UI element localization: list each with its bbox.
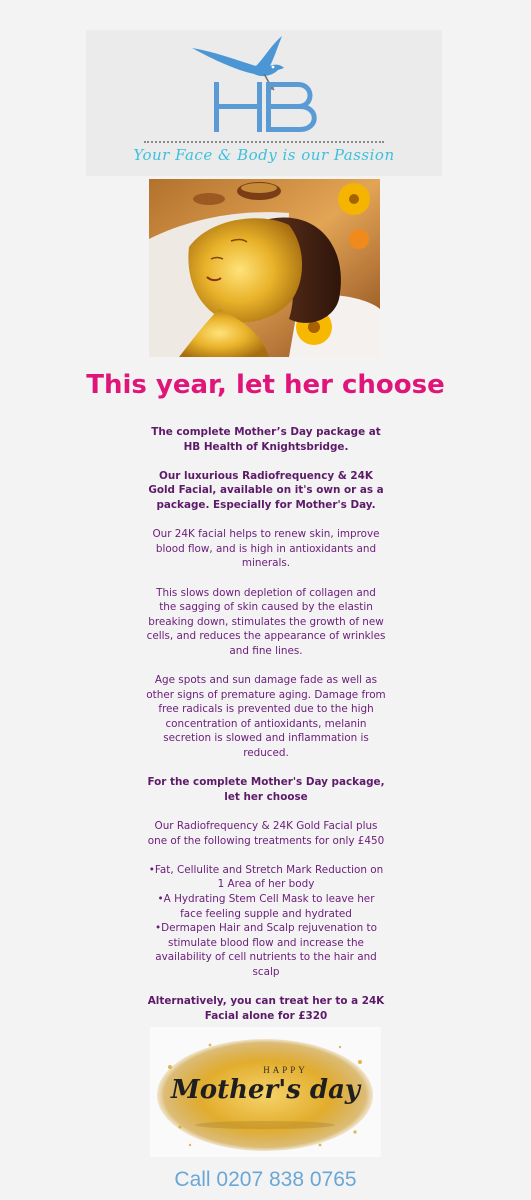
logo-divider [144,141,384,143]
dove-icon [192,36,284,90]
gold-glitter-card[interactable] [150,1027,381,1157]
list-item: •A Hydrating Stem Cell Mask to leave her face feeling supple and hydrated [157,893,375,920]
logo-header[interactable] [86,30,442,176]
paragraph-collagen: This slows down depletion of collagen and the sagging of skin caused by the elastin breaking down, stimulates the growth of new cells, and reduces the appearance of wrinkles and fine lines. [146,586,386,657]
list-item: •Fat, Cellulite and Stretch Mark Reduction on 1 Area of her body [148,863,384,891]
offer-paragraph: Our Radiofrequency & 24K Gold Facial plus one of the following treatments for only £450 [147,820,385,847]
card-happy: HAPPY [263,1065,308,1075]
body-copy [146,425,386,1038]
hb-logo-mark [86,30,442,142]
facial-paragraph: Our luxurious Radiofrequency & 24K Gold Facial, available on it's own or as a package. Especially for Mother's Day. [148,469,384,511]
paragraph-renew: Our 24K facial helps to renew skin, improve blood flow, and is high in antioxidants and minerals. [152,528,380,570]
card-mothers-day: Mother's day [170,1075,361,1105]
alternative-offer: Alternatively, you can treat her to a 24K Facial alone for £320 [147,995,385,1022]
list-item: •Dermapen Hair and Scalp rejuvenation to stimulate blood flow and increase the availability of cell nutrients to the hair and scalp [155,922,377,978]
treatment-list [146,863,386,980]
package-heading: For the complete Mother's Day package, let her choose [147,776,385,803]
gold-facial-photo[interactable] [149,179,380,357]
logo-tagline: Your Face & Body is our Passion [133,146,395,164]
headline: This year, let her choose [86,370,445,400]
call-phone-link[interactable]: Call 0207 838 0765 [174,1168,357,1191]
intro-paragraph: The complete Mother’s Day package at HB Health of Knightsbridge. [151,426,381,453]
paragraph-age-spots: Age spots and sun damage fade as well as other signs of premature aging. Damage from free radicals is prevented due to the high concentration of antioxidants, melanin secretion is slowed and inflammation is reduced. [146,674,386,760]
